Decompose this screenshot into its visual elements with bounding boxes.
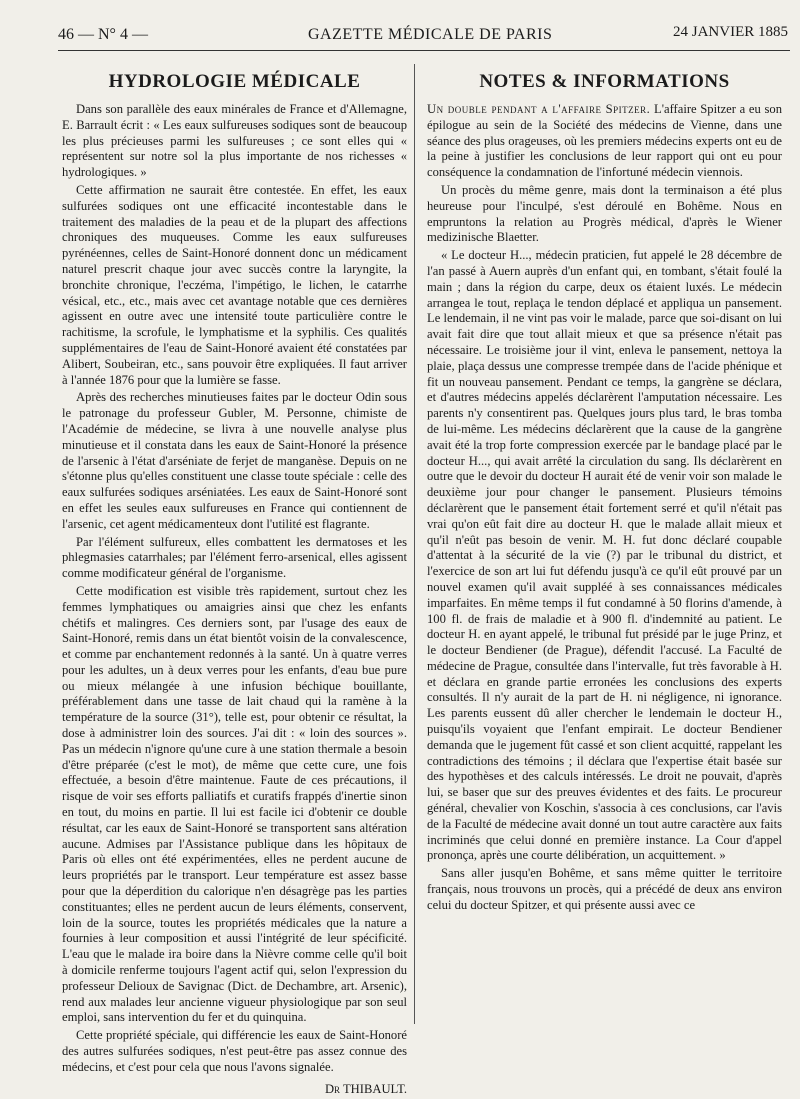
paragraph: Cette affirmation ne saurait être contestée. En effet, les eaux sulfurées sodiques ont une efficacité incontestable dans le traitement des maladies de la peau et de la plupart des affections chroniques des muqueuses. Comme les eaux sulfureuses pyrénéennes, celles de Saint-Honoré donnent donc un médicament naturel prescrit chaque jour avec succès contre la laryngite, la bronchite chronique, l'eczéma, l'impétigo, le lichen, le catarrhe vésical, etc., etc., mais avec cet avantage notable que ces dernières agissent en outre avec une intensité toute particulière contre le rachitisme, la scrofule, le lymphatisme et la syphilis. Ces qualités supplémentaires de l'eau de Saint-Honoré avaient été constatées par Alibert, Soubeiran, etc., sans pouvoir être expliquées. Il faut arriver à l'année 1876 pour que la lumière se fasse. bbox=[62, 182, 407, 387]
author-signature: Dr THIBAULT. bbox=[324, 1081, 407, 1096]
left-column bbox=[62, 70, 407, 1099]
section-title-hydrologie: HYDROLOGIE MÉDICALE bbox=[108, 71, 361, 92]
column-divider bbox=[414, 64, 415, 1024]
paragraph: Un procès du même genre, mais dont la terminaison a été plus heureuse pour l'inculpé, s'est déroulé en Bohême. Nous en empruntons la relation au Progrès médical, d'après le Wiener medizinische Blaetter. bbox=[427, 182, 782, 245]
paragraph: Par l'élément sulfureux, elles combattent les dermatoses et les phlegmasies catarrhales; par l'élément ferro-arsenical, elles agissent comme modificateur général de l'organisme. bbox=[62, 534, 407, 581]
right-column bbox=[427, 70, 782, 916]
paragraph: Sans aller jusqu'en Bohême, et sans même quitter le territoire français, nous trouvons un procès, qui a précédé de deux ans environ celui du docteur Spitzer, et qui présente aussi avec ce bbox=[427, 866, 782, 912]
kicker: Un double pendant a l'affaire Spitzer. bbox=[427, 102, 651, 116]
section-title-notes: NOTES & INFORMATIONS bbox=[479, 71, 730, 92]
paragraph: Après des recherches minutieuses faites par le docteur Odin sous le patronage du professeur Gubler, M. Personne, chimiste de l'Académie de médecine, se livra à une nouvelle analyse plus minutieuse et il constata dans les eaux de Saint-Honoré la présence de l'arsenic à l'état d'arséniate de ferjet de manganèse. Depuis on ne s'étonne plus qu'elles constituent une classe toute spéciale : celle des eaux sulfurées sodiques arséniatées. Les eaux de Saint-Honoré sont en effet les seules eaux sulfureuses en France qui contiennent de l'arsenic, cet agent médicamenteux dont l'utilité est flagrante. bbox=[62, 390, 407, 531]
paragraph: Cette modification est visible très rapidement, surtout chez les femmes lymphatiques ou amaigries ainsi que chez les enfants chétifs et malingres. Ces derniers sont, par l'usage des eaux de Saint-Honoré, remis dans un état bientôt voisin de la convalescence, et comme par enchantement redonnés à la santé. Un à quatre verres pour les adultes, un à deux verres pour les enfants, d'eau bue pure ou mieux mélangée à une infusion béchique bouillante, préférablement dans une tasse de lait chaud qui la ramène à la température de la source (31°), telle est, pour obtenir ce résultat, la dose à administrer loin des sources. J'ai dit : « loin des sources ». Pas un médecin n'ignore qu'une cure à une station thermale a besoin d'être préparée (c'est le mot), de même que cette cure, une fois effectuée, a besoin d'être maintenue. Faute de ces précautions, il risque de voir ses efforts palliatifs et curatifs frappés d'inertie sinon en tout, du moins en partie. Il lui est facile ici d'obtenir ce double résultat, car les eaux de Saint-Honoré se transportent sans altération aucune. Admises par l'Assistance publique dans les hôpitaux de Paris où elles ont été expérimentées, elles ne perdent aucune de leurs propriétés par le transport. Leur température est assez basse pour que la déperdition du calorique n'en désagrège pas les parties constituantes; elles ne perdent aucun de leurs éléments, conservent, loin de la source, toutes les propriétés médicales que la nature a fournies à leur composition et aussi l'intégrité de leur spécificité. L'eau que le malade ira boire dans la Nièvre comme celle qu'il boit à domicile renferme toujours l'agent actif qui, selon l'expression du professeur Delioux de Savignac (Dict. de Dechambre, art. Arsenic), rend aux malades leur ancienne vigueur physiologique par son seul emploi, sans intervention du fer et du quinquina. bbox=[62, 583, 407, 1025]
journal-title: GAZETTE MÉDICALE DE PARIS bbox=[308, 26, 553, 43]
page-number: 46 — N° 4 — bbox=[58, 26, 148, 43]
paragraph: Cette propriété spéciale, qui différencie les eaux de Saint-Honoré des autres sulfurées sodiques, n'est peut-être pas assez connue des médecins, et c'est pour cela que nous l'avons signalée. bbox=[62, 1028, 407, 1074]
paragraph: Dans son parallèle des eaux minérales de France et d'Allemagne, E. Barrault écrit : « Les eaux sulfureuses sodiques sont de beaucoup les plus précieuses parmi les sulfureuses ; ce sont elles qui « représentent sur notre sol la plus importante de nos richesses « hydrologiques. » bbox=[62, 102, 407, 180]
paragraph: « Le docteur H..., médecin praticien, fut appelé le 28 décembre de l'an passé à Auern auprès d'un enfant qui, en tombant, s'était foulé la main ; dans la région du carpe, deux os étaient luxés. Le médecin arrangea le tout, replaça le tendon déplacé et appliqua un pansement. Le lendemain, il ne vint pas voir le malade, parce que soi-disant on lui avait fait dire que tout allait mieux et que sa présence n'était pas nécessaire. Le troisième jour il vint, enleva le pansement, nettoya la plaie, plaça dessus une compresse trempée dans de l'acide phénique et fit un nouveau pansement. Pendant ce temps, la gangrène se déclara, et d'autres médecins appelés déclarèrent l'amputation nécessaire. Les parents n'y consentirent pas. Quelques jours plus tard, le bras tomba de lui-même. Les médecins déclarèrent que la cause de la gangrène avait été la trop forte compression exercée par le bandage placé par le docteur H..., qui avait arrêté la circulation du sang. Ils déclarèrent en outre que le devoir du docteur H aurait été de venir voir son malade le deuxième jour pour changer le pansement. Plusieurs témoins déclarèrent que le pansement était fortement serré et qu'il n'était pas vrai qu'on eût fait dire au docteur H. que le malade allait mieux et qu'il n'eût pas besoin de venir. M. H. fut donc déclaré coupable d'attentat à la sécurité de la vie (?) par le tribunal du district, et l'exercice de son art lui fut défendu jusqu'à ce qu'il eût prouvé par un nouvel examen qu'il avait suppléé à ses connaissances médicales imparfaites. En même temps il fut condamné à 50 florins d'amende, à 100 fl. de frais de maladie et à 900 fl. d'indemnité au patient. Le docteur H. en ayant appelé, le tribunal fut présidé par le juge Prinz, et le docteur Bendiener (de Prague), défendit l'accusé. La Faculté de médecine de Prague, consultée dans l'intervalle, fut très favorable à H. et déclara en grande partie erronées les conclusions des experts consultés. Il n'y aurait de la part de H. ni négligence, ni ignorance. Les parents eussent dû aller chercher le lendemain le docteur H., puisqu'ils voyaient que l'enfant empirait. Le docteur Bendiener demanda que le jugement fût cassé et son client acquitté, rappelant les contradictions des témoins ; il déclara que l'expertise était basée sur des hypothèses et des calculs intéressés. Le droit ne pouvait, d'après lui, se baser que sur des preuves évidentes et des faits. Le procureur général, chevalier von Koschin, s'associa à ces conclusions, car l'avis de la Faculté de médecine avait donné un tout autre caractère aux faits incriminés que celui donné en première instance. La Cour d'appel prononça, après une courte délibération, un acquittement. » bbox=[427, 248, 782, 863]
issue-date: 24 JANVIER 1885 bbox=[673, 24, 788, 40]
kicker-paragraph bbox=[427, 102, 782, 181]
header-rule bbox=[58, 50, 790, 51]
paragraph-text: L'affaire Spitzer a eu son épilogue au sein de la Société des médecins de Vienne, dans une séance des plus orageuses, où les premiers médecins experts ont eu de la peine à justifier les conclusions de leur rapport qui ont eu pour conséquence la condamnation de l'infortuné médecin viennois. bbox=[427, 102, 783, 180]
page-header bbox=[58, 20, 788, 50]
